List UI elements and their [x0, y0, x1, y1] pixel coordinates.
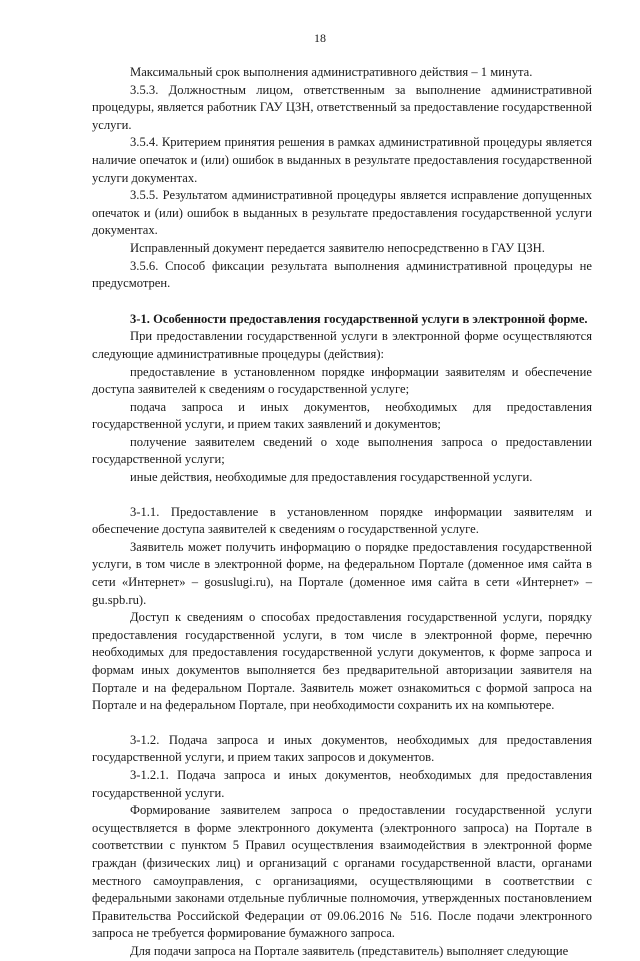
- paragraph-3-5-3: 3.5.3. Должностным лицом, ответственным за выполнение административной процедуры, является работник ГАУ ЦЗН, ответственный за предоставление государственной услуги.: [92, 82, 592, 132]
- paragraph-3-5-6: 3.5.6. Способ фиксации результата выполнения административной процедуры не предусмотрен.: [92, 258, 592, 291]
- paragraph-access-information: Доступ к сведениям о способах предоставления государственной услуги, порядку предоставления государственной услуги, в том числе в электронной форме, перечню необходимых для предоставления государственной услуги документов, к форме запроса и формам иных документов выполняется без предварительной авторизации заявителя на Портале и на федеральном Портале. Заявитель может ознакомиться с формой запроса на Портале и на федеральном Портале, при необходимости сохранить их на компьютере.: [92, 610, 592, 713]
- section-spacer: [92, 715, 592, 732]
- paragraph-request-forming: Формирование заявителем запроса о предоставлении государственной услуги осуществляется в форме электронного документа (электронного запроса) на Портале в соответствии с пунктом 5 Правил осуществления взаимодействия в электронной форме граждан (физических лиц) и организаций с органами государственной власти, органами местного самоуправления, с организациями, осуществляющими в соответствии с федеральными законами отдельные публичные полномочия, утвержденных постановлением Правительства Российской Федерации от 09.06.2016 № 516. После подачи электронного запроса не требуется формирование бумажного запроса.: [92, 803, 592, 941]
- section-heading-3-1: 3-1. Особенности предоставления государственной услуги в электронной форме.: [130, 311, 588, 326]
- list-item-information: предоставление в установленном порядке информации заявителям и обеспечение доступа заявителей к сведениям о государственной услуге;: [92, 364, 592, 397]
- paragraph-3-1-2-1: 3-1.2.1. Подача запроса и иных документов, необходимых для предоставления государственной услуги.: [92, 767, 592, 800]
- paragraph-applicant-information: Заявитель может получить информацию о порядке предоставления государственной услуги, в том числе в электронной форме, на федеральном Портале (доменное имя сайта в сети «Интернет» – gosuslugi.ru), на Портале (доменное имя сайта в сети «Интернет» – gu.spb.ru).: [92, 539, 592, 607]
- list-item-submission: подача запроса и иных документов, необходимых для предоставления государственной услуги, и прием таких заявлений и документов;: [92, 399, 592, 432]
- paragraph-procedures-intro: При предоставлении государственной услуги в электронной форме осуществляются следующие административные процедуры (действия):: [92, 329, 592, 361]
- paragraph-3-1-1: 3-1.1. Предоставление в установленном порядке информации заявителям и обеспечение доступа заявителей к сведениям о государственной услуге.: [92, 504, 592, 537]
- paragraph-corrected-document: Исправленный документ передается заявителю непосредственно в ГАУ ЦЗН.: [130, 240, 545, 255]
- page-number: 18: [314, 31, 326, 45]
- document-body: [92, 64, 592, 961]
- section-spacer: [92, 293, 592, 311]
- section-spacer: [92, 487, 592, 504]
- paragraph-3-5-5: 3.5.5. Результатом административной процедуры является исправление допущенных опечаток и (или) ошибок в выданных в результате предоставления государственной услуги документах.: [92, 188, 592, 238]
- list-item-status: получение заявителем сведений о ходе выполнения запроса о предоставлении государственной услуги;: [92, 434, 592, 467]
- list-item-other-actions: иные действия, необходимые для предоставления государственной услуги.: [130, 470, 533, 485]
- paragraph-max-time: Максимальный срок выполнения административного действия – 1 минута.: [130, 65, 533, 79]
- paragraph-3-1-2: 3-1.2. Подача запроса и иных документов, необходимых для предоставления государственной услуги, и прием таких запросов и документов.: [92, 732, 592, 765]
- paragraph-3-5-4: 3.5.4. Критерием принятия решения в рамках административной процедуры является наличие опечаток и (или) ошибок в выданных в результате предоставления государственной услуги документах.: [92, 135, 592, 185]
- paragraph-portal-submission: Для подачи запроса на Портале заявитель (представитель) выполняет следующие: [130, 943, 569, 958]
